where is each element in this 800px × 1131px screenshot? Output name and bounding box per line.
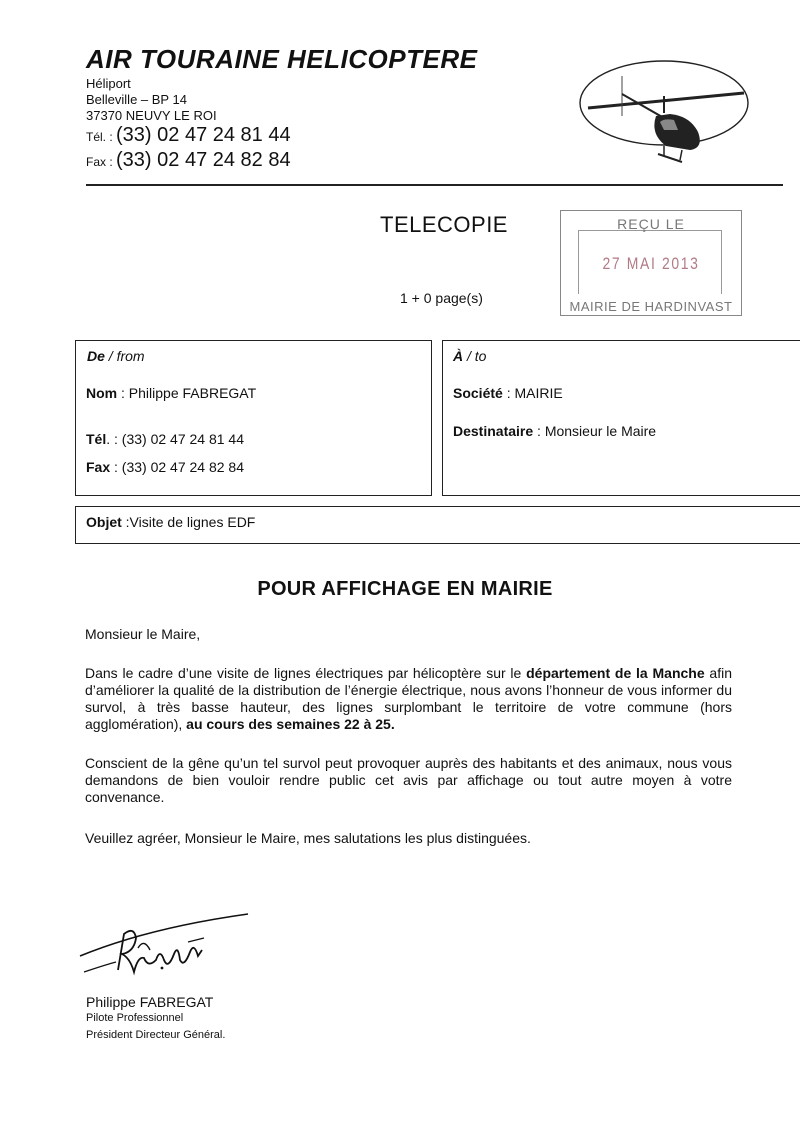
address-line-3: 37370 NEUVY LE ROI bbox=[86, 108, 217, 123]
header-phone bbox=[86, 124, 291, 147]
from-header-sub: / from bbox=[104, 348, 145, 364]
p1-part-d: au cours des semaines 22 à 25. bbox=[186, 716, 395, 732]
paragraph-1 bbox=[85, 665, 732, 733]
address-line-2: Belleville – BP 14 bbox=[86, 92, 187, 107]
to-societe-value: : MAIRIE bbox=[502, 385, 563, 401]
header-fax-number: (33) 02 47 24 82 84 bbox=[116, 149, 291, 171]
from-tel-label: Tél bbox=[86, 431, 107, 447]
to-header-sub: / to bbox=[463, 348, 487, 364]
to-societe-label: Société bbox=[453, 385, 503, 401]
header-fax-label: Fax : bbox=[86, 155, 117, 169]
p1-part-c: afin d’améliorer la qualité de la distribution de l’énergie électrique, nous avons l’honneur de vous informer du survol, à très basse hauteur, des lignes surplombant le territoire de votre commune (hors agglomération), bbox=[85, 665, 732, 732]
stamp-received-label: REÇU LE bbox=[617, 216, 685, 232]
salutation: Monsieur le Maire, bbox=[85, 626, 201, 642]
address-line-1: Héliport bbox=[86, 76, 131, 91]
to-dest-value: : Monsieur le Maire bbox=[533, 423, 657, 439]
handwritten-signature bbox=[78, 908, 258, 988]
doc-title: TELECOPIE bbox=[380, 212, 508, 237]
stamp-mairie: MAIRIE DE HARDINVAST bbox=[569, 299, 733, 314]
paragraph-2: Conscient de la gêne qu’un tel survol peut provoquer auprès des habitants et des animaux, nous vous demandons de bien vouloir rendre public cet avis par affichage ou tout autre moyen à votre convenance. bbox=[85, 755, 732, 805]
company-name: AIR TOURAINE HELICOPTERE bbox=[86, 44, 478, 74]
p1-part-a: Dans le cadre d’une visite de lignes électriques par hélicoptère sur le bbox=[85, 665, 527, 681]
signer-title-1: Pilote Professionnel bbox=[86, 1012, 184, 1024]
from-name-value: : Philippe FABREGAT bbox=[117, 385, 257, 401]
objet-line bbox=[86, 514, 255, 530]
from-header-label: De bbox=[87, 348, 105, 364]
objet-value: :Visite de lignes EDF bbox=[121, 514, 256, 530]
helicopter-icon bbox=[578, 58, 750, 166]
to-header-label: À bbox=[453, 348, 464, 364]
objet-label: Objet bbox=[86, 514, 122, 530]
signer-name: Philippe FABREGAT bbox=[86, 994, 214, 1010]
header-phone-label: Tél. : bbox=[86, 130, 117, 144]
paragraph-3: Veuillez agréer, Monsieur le Maire, mes salutations les plus distinguées. bbox=[85, 830, 531, 846]
from-header bbox=[87, 348, 145, 364]
from-tel bbox=[86, 431, 244, 447]
p1-part-b: département de la Manche bbox=[526, 665, 705, 681]
page-count: 1 + 0 page(s) bbox=[400, 290, 483, 306]
from-tel-value: . : (33) 02 47 24 81 44 bbox=[106, 431, 244, 447]
stamp-date: 27 MAI 2013 bbox=[602, 254, 700, 273]
signer-title-2: Président Directeur Général. bbox=[86, 1029, 226, 1041]
header-fax bbox=[86, 149, 291, 172]
to-destinataire bbox=[453, 423, 656, 439]
from-name bbox=[86, 385, 256, 401]
header-phone-number: (33) 02 47 24 81 44 bbox=[116, 124, 291, 146]
from-name-label: Nom bbox=[86, 385, 118, 401]
from-fax bbox=[86, 459, 244, 475]
to-header bbox=[453, 348, 486, 364]
to-societe bbox=[453, 385, 563, 401]
headline: POUR AFFICHAGE EN MAIRIE bbox=[257, 578, 553, 600]
from-fax-value: : (33) 02 47 24 82 84 bbox=[110, 459, 244, 475]
to-box bbox=[442, 340, 800, 496]
from-fax-label: Fax bbox=[86, 459, 111, 475]
header-divider bbox=[86, 184, 783, 186]
received-stamp bbox=[560, 210, 742, 316]
to-dest-label: Destinataire bbox=[453, 423, 534, 439]
